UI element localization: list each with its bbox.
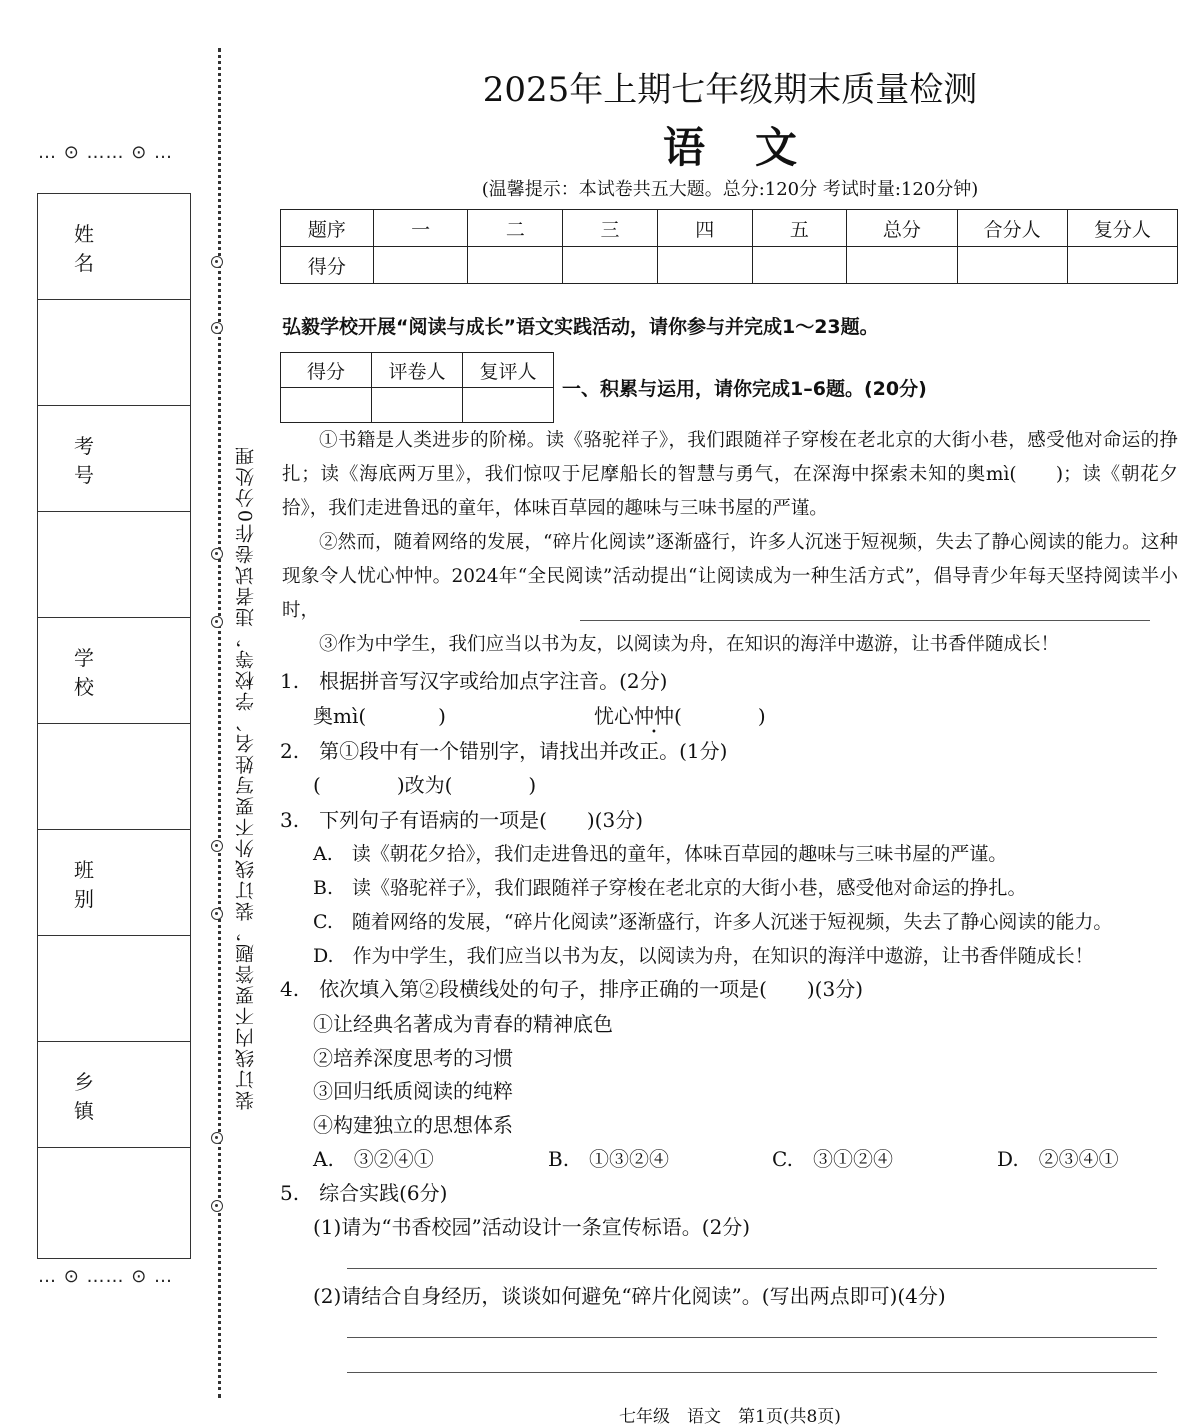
q4-option-c[interactable]: C. ③①②④ xyxy=(772,1147,893,1171)
question-5: 5. 综合实践(6分) xyxy=(280,1181,448,1205)
binding-line xyxy=(218,48,221,1398)
score-col-header: 合分人 xyxy=(957,210,1067,247)
student-info-box xyxy=(37,193,194,1259)
activity-intro: 弘毅学校开展“阅读与成长”语文实践活动，请你参与并完成1～23题。 xyxy=(282,316,879,338)
q1-part-a: 奥mì( ) xyxy=(313,704,446,728)
binding-warning: 装订线内不要答题，装订线外不要写姓名、学校等，违者试卷作0分处理 xyxy=(235,444,257,1110)
q3-option-b[interactable]: B. 读《骆驼祥子》，我们跟随祥子穿梭在老北京的大街小巷，感受他对命运的挣扎。 xyxy=(313,877,1027,899)
q3-option-c[interactable]: C. 随着网络的发展，“碎片化阅读”逐渐盛行，许多人沉迷于短视频，失去了静心阅读的能力。 xyxy=(313,911,1113,933)
score-row-label: 得分 xyxy=(281,247,374,284)
question-4: 4. 依次填入第②段横线处的句子，排序正确的一项是( )(3分) xyxy=(280,977,864,1001)
field-name: 姓 名 xyxy=(38,194,190,300)
answer-line[interactable] xyxy=(347,1337,1157,1338)
q5-part-2: (2)请结合自身经历，谈谈如何避免“碎片化阅读”。(写出两点即可)(4分) xyxy=(313,1284,946,1308)
score-cell[interactable] xyxy=(657,247,752,284)
binding-hole-icon xyxy=(211,840,223,852)
section1-score-table xyxy=(280,352,554,423)
fill-in-line[interactable] xyxy=(580,620,1150,621)
mini-cell[interactable] xyxy=(281,388,372,423)
field-exam-number: 考 号 xyxy=(38,406,190,512)
binding-hole-icon xyxy=(211,256,223,268)
passage-paragraph-3: ③作为中学生，我们应当以书为友，以阅读为舟，在知识的海洋中遨游，让书香伴随成长！ xyxy=(319,634,1060,655)
mini-header: 得分 xyxy=(281,353,372,388)
answer-line[interactable] xyxy=(347,1372,1157,1373)
binding-hole-icon xyxy=(211,908,223,920)
score-cell[interactable] xyxy=(468,247,563,284)
binding-hole-icon xyxy=(211,1200,223,1212)
field-town-blank[interactable] xyxy=(38,1148,190,1254)
q4-item: ④构建独立的思想体系 xyxy=(313,1113,513,1137)
mini-header: 复评人 xyxy=(463,353,554,388)
q3-option-a[interactable]: A. 读《朝花夕拾》，我们走进鲁迅的童年，体味百草园的趣味与三味书屋的严谨。 xyxy=(313,843,1008,865)
q4-option-b[interactable]: B. ①③②④ xyxy=(548,1147,670,1171)
q4-option-a[interactable]: A. ③②④① xyxy=(313,1147,434,1171)
binding-hole-icon xyxy=(211,616,223,628)
score-table-header-row xyxy=(281,210,1178,247)
q4-item: ①让经典名著成为青春的精神底色 xyxy=(313,1012,613,1036)
question-1: 1. 根据拼音写汉字或给加点字注音。(2分) xyxy=(280,669,668,693)
score-cell[interactable] xyxy=(752,247,847,284)
passage-paragraph-2: ②然而，随着网络的发展，“碎片化阅读”逐渐盛行，许多人沉迷于短视频，失去了静心阅读的能力。这种现象令人忧心忡忡。2024年“全民阅读”活动提出“让阅读成为一种生活方式”，倡导青少年每天坚持阅读半小时， xyxy=(282,532,1178,621)
mini-header: 评卷人 xyxy=(372,353,463,388)
section-title: 一、积累与运用，请你完成1–6题。(20分) xyxy=(562,378,927,400)
field-class-blank[interactable] xyxy=(38,936,190,1042)
score-col-header: 二 xyxy=(468,210,563,247)
answer-line[interactable] xyxy=(347,1268,1157,1269)
exam-tip: (温馨提示：本试卷共五大题。总分:120分 考试时量:120分钟) xyxy=(481,179,979,200)
score-col-header: 题序 xyxy=(281,210,374,247)
score-col-header: 复分人 xyxy=(1067,210,1177,247)
field-name-blank[interactable] xyxy=(38,300,190,406)
score-col-header: 五 xyxy=(752,210,847,247)
page-title: 2025年上期七年级期末质量检测 xyxy=(482,70,978,110)
question-3: 3. 下列句子有语病的一项是( )(3分) xyxy=(280,808,644,832)
binding-dots-bottom: … ⊙ …… ⊙ … xyxy=(38,1266,174,1287)
q3-option-d[interactable]: D. 作为中学生，我们应当以书为友，以阅读为舟，在知识的海洋中遨游，让书香伴随成长！ xyxy=(313,945,1094,967)
binding-hole-icon xyxy=(211,1132,223,1144)
score-table xyxy=(280,209,1178,284)
score-cell[interactable] xyxy=(847,247,957,284)
score-col-header: 一 xyxy=(373,210,468,247)
field-school: 学 校 xyxy=(38,618,190,724)
score-table-row xyxy=(281,247,1178,284)
q2-answer: ( )改为( ) xyxy=(313,773,537,797)
score-cell[interactable] xyxy=(563,247,658,284)
field-exam-number-blank[interactable] xyxy=(38,512,190,618)
score-col-header: 三 xyxy=(563,210,658,247)
score-col-header: 总分 xyxy=(847,210,957,247)
subject-title: 语文 xyxy=(662,123,847,172)
binding-hole-icon xyxy=(211,322,223,334)
mini-cell[interactable] xyxy=(372,388,463,423)
q1-part-b: 忧心忡忡( ) xyxy=(594,704,766,728)
page-footer: 七年级 语文 第1页(共8页) xyxy=(619,1407,841,1427)
dotted-chars: 忡忡 xyxy=(634,704,674,728)
field-school-blank[interactable] xyxy=(38,724,190,830)
binding-hole-icon xyxy=(211,548,223,560)
q4-item: ②培养深度思考的习惯 xyxy=(313,1046,513,1070)
passage-paragraph-1: ①书籍是人类进步的阶梯。读《骆驼祥子》，我们跟随祥子穿梭在老北京的大街小巷，感受他对命运的挣扎；读《海底两万里》，我们惊叹于尼摩船长的智慧与勇气，在深海中探索未知的奥mì( )；读《朝花夕拾》，我们走进鲁迅的童年，体味百草园的趣味与三味书屋的严谨。 xyxy=(282,430,1178,519)
q4-option-d[interactable]: D. ②③④① xyxy=(997,1147,1119,1171)
q4-item: ③回归纸质阅读的纯粹 xyxy=(313,1079,513,1103)
q5-part-1: (1)请为“书香校园”活动设计一条宣传标语。(2分) xyxy=(313,1215,751,1239)
score-cell[interactable] xyxy=(373,247,468,284)
mini-cell[interactable] xyxy=(463,388,554,423)
field-town: 乡 镇 xyxy=(38,1042,190,1148)
score-cell[interactable] xyxy=(957,247,1067,284)
score-cell[interactable] xyxy=(1067,247,1177,284)
score-col-header: 四 xyxy=(657,210,752,247)
binding-dots-top: … ⊙ …… ⊙ … xyxy=(38,142,174,163)
question-2: 2. 第①段中有一个错别字，请找出并改正。(1分) xyxy=(280,739,728,763)
field-class: 班 别 xyxy=(38,830,190,936)
